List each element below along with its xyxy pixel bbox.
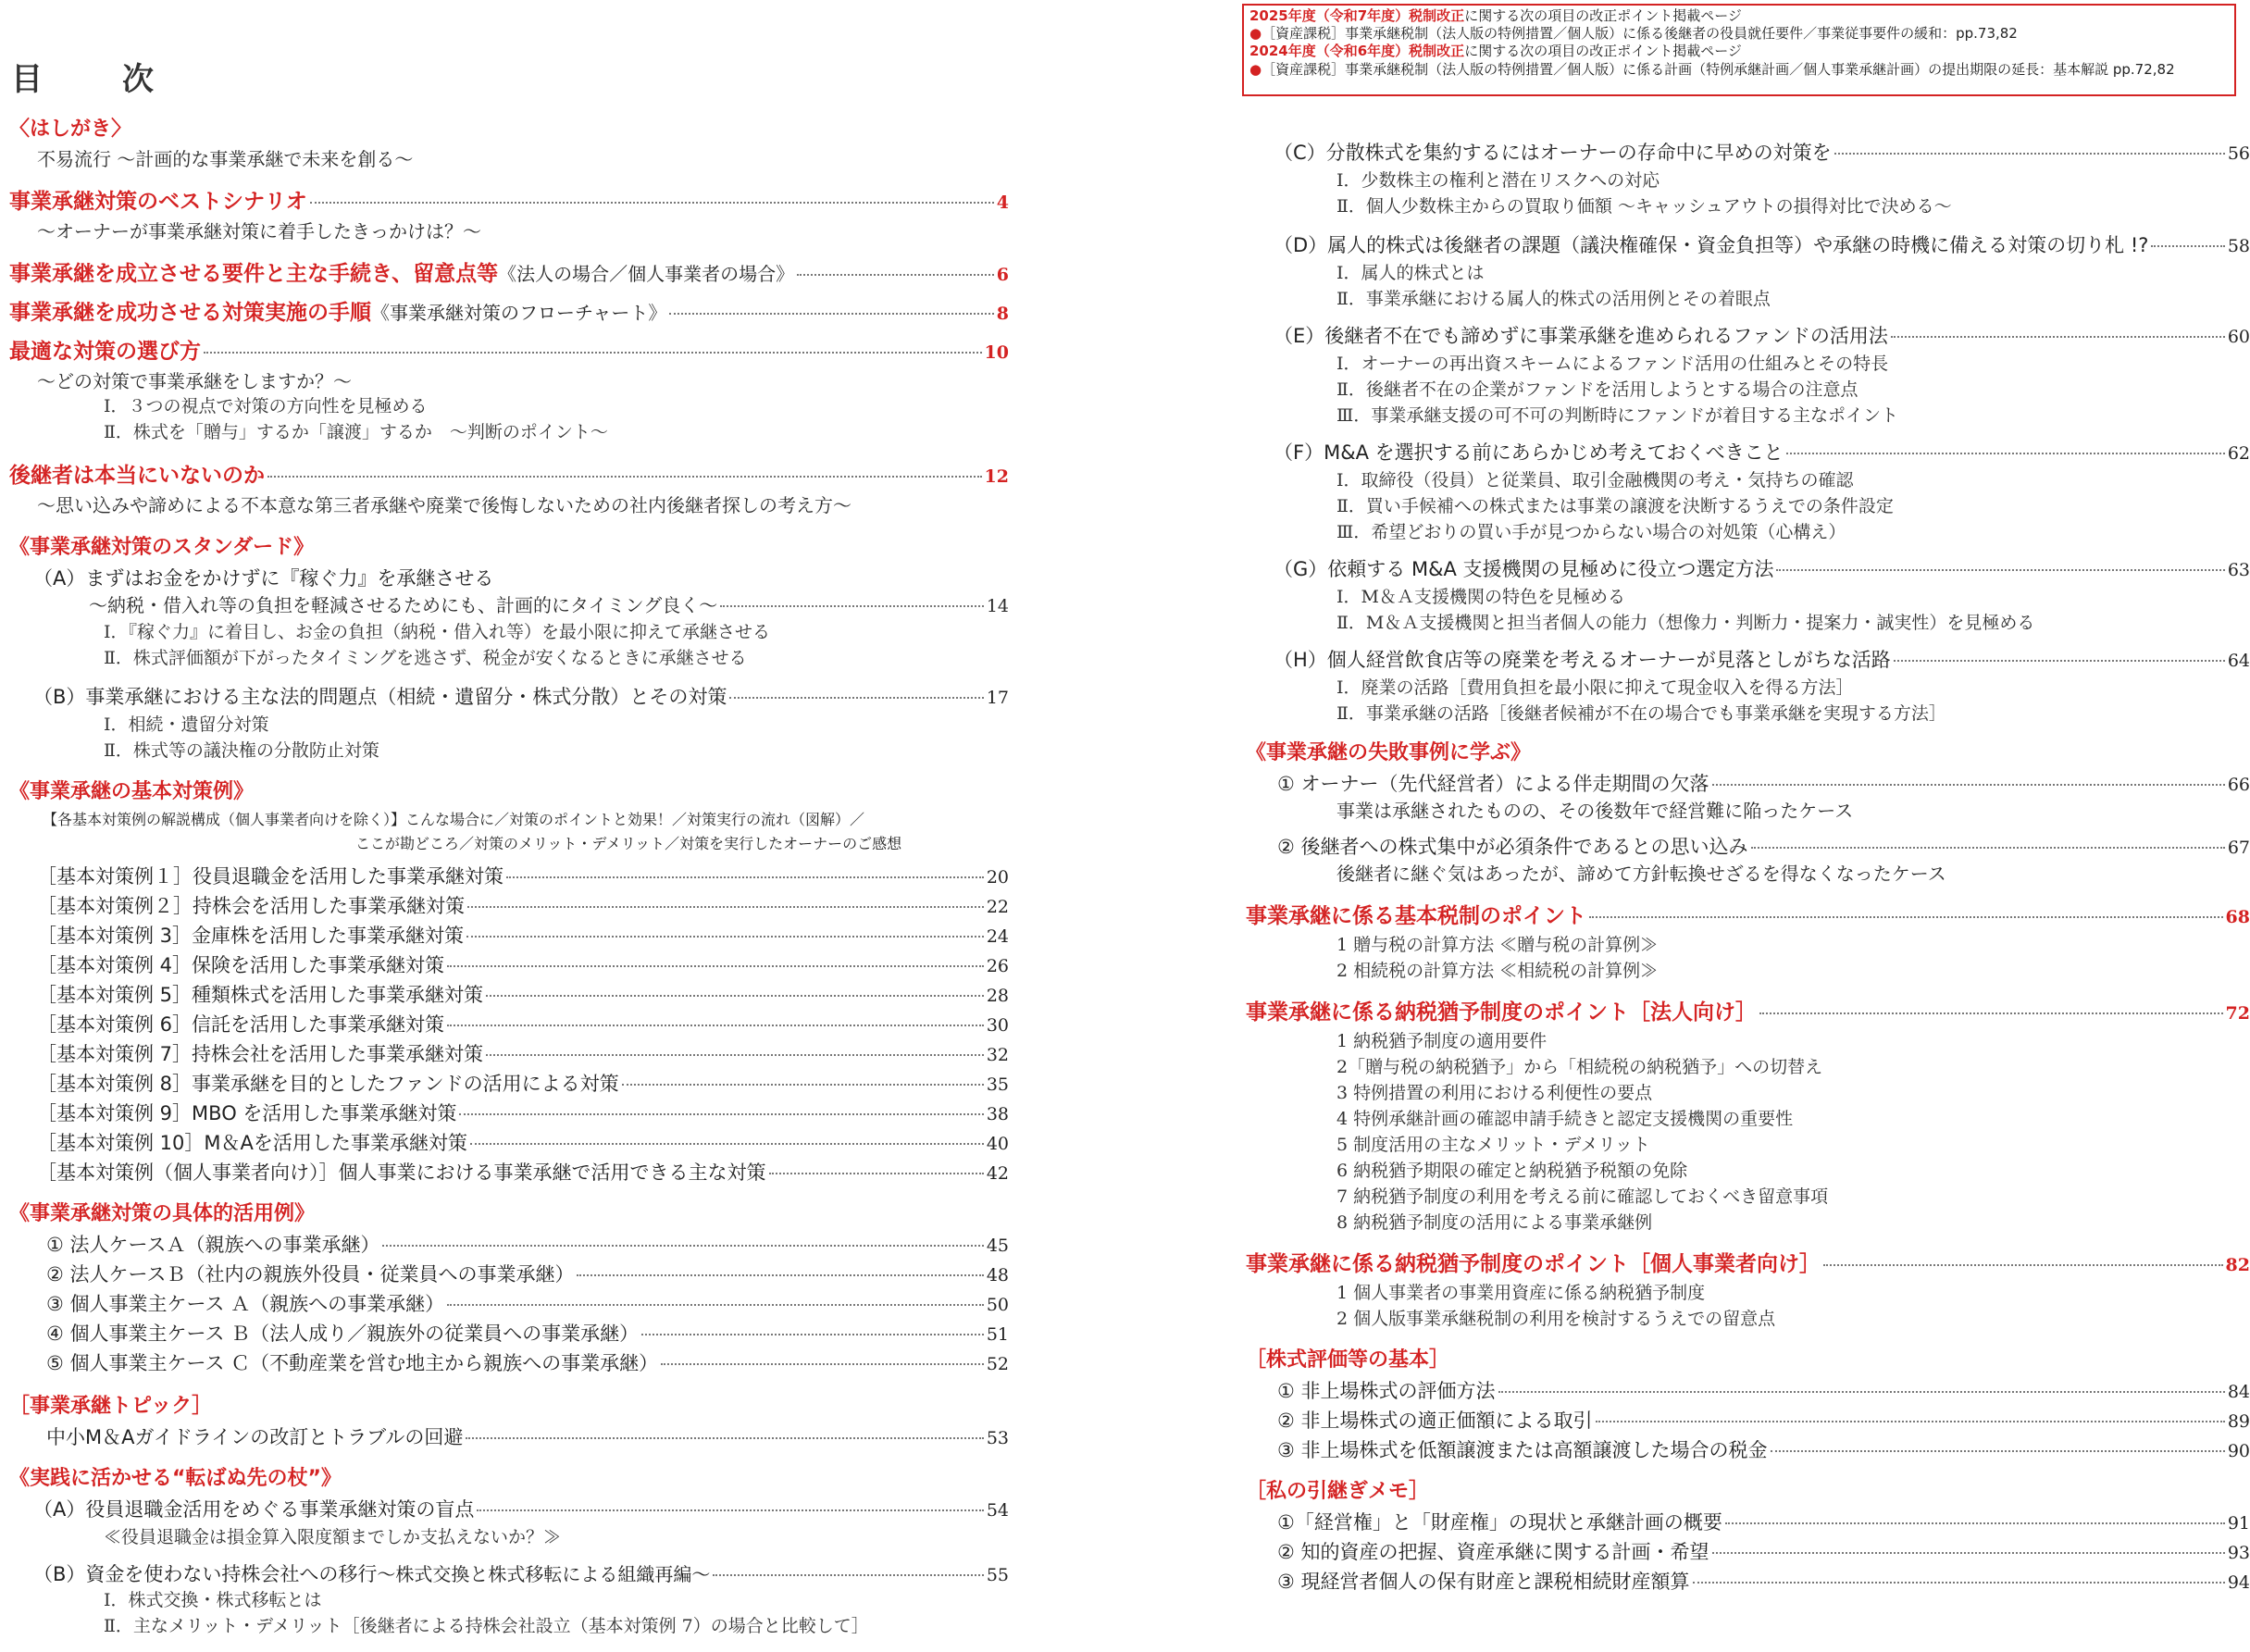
toc-entry-title: Ⅱ．買い手候補への株式または事業の譲渡を決断するうえでの条件設定 <box>1336 496 1894 516</box>
toc-entry-title: Ⅱ．M＆Ａ支援機関と担当者個人の能力（想像力・判断力・提案力・誠実性）を見極める <box>1336 613 2035 633</box>
dot-leader <box>310 202 994 204</box>
toc-subentry <box>104 1616 869 1638</box>
dot-leader <box>1823 1264 2223 1266</box>
toc-subentry <box>1336 1057 1822 1079</box>
toc-entry[interactable] <box>46 1262 1009 1287</box>
toc-entry-title: 《実践に活かせる“転ばぬ先の杖”》 <box>9 1467 342 1490</box>
toc-entry-title: Ⅱ．株式を「贈与」するか「譲渡」するか ～判断のポイント～ <box>104 422 608 442</box>
toc-entry-title: ① 非上場株式の評価方法 <box>1277 1380 1496 1402</box>
dot-leader <box>1786 453 2225 454</box>
toc-subentry <box>1336 170 1660 193</box>
dot-leader <box>720 605 984 607</box>
toc-entry-title: Ⅰ．M＆Ａ支援機関の特色を見極める <box>1336 587 1625 607</box>
dot-leader <box>1771 1450 2225 1452</box>
toc-entry-title: ⑤ 個人事業主ケース Ｃ（不動産業を営む地主から親族への事業承継） <box>46 1352 659 1374</box>
toc-entry[interactable] <box>1277 835 2250 860</box>
toc-subentry <box>104 422 608 444</box>
toc-entry[interactable] <box>1277 1540 2250 1565</box>
page-number: 12 <box>984 466 1009 487</box>
toc-entry-title: Ⅱ．個人少数株主からの買取り価額 ～キャッシュアウトの損得対比で決める～ <box>1336 196 1952 217</box>
page-number: 54 <box>986 1500 1009 1521</box>
toc-entry-title: ～納税・借入れ等の負担を軽減させるためにも、計画的にタイミング良く～ <box>89 594 718 616</box>
toc-entry-title: Ⅲ．希望どおりの買い手が見つからない場合の対処策（心構え） <box>1336 522 1846 542</box>
dot-leader <box>1776 569 2224 571</box>
toc-section-heading <box>9 1394 212 1420</box>
dot-leader <box>669 313 993 315</box>
toc-entry-title: 中小M＆Aガイドラインの改訂とトラブルの回避 <box>46 1426 464 1448</box>
page-number: 84 <box>2227 1382 2250 1402</box>
toc-entry-title: 後継者は本当にいないのか <box>9 464 265 488</box>
toc-subentry <box>355 835 901 853</box>
dot-leader <box>2151 245 2224 247</box>
toc-entry-title: ② 法人ケースＢ（社内の親族外役員・従業員への事業承継） <box>46 1263 575 1286</box>
toc-entry-title: 1 納税猶予制度の適用要件 <box>1336 1031 1548 1051</box>
dot-leader <box>506 876 984 878</box>
toc-subentry <box>1336 800 1853 823</box>
page-number: 26 <box>986 956 1009 976</box>
dot-leader <box>1725 1522 2225 1524</box>
toc-entry-title: ［株式評価等の基本］ <box>1246 1348 1450 1372</box>
dot-leader <box>447 1304 984 1306</box>
dot-leader <box>466 936 984 938</box>
toc-subentry <box>1336 1135 1650 1157</box>
toc-subentry <box>1336 496 1894 518</box>
notice-item-text: ［資産課税］事業承継税制（法人版の特例措置／個人版）に係る計画（特例承継計画／個人事業承継計画）の提出期限の延長：基本解説 pp.72,82 <box>1262 60 2175 78</box>
toc-entry-title: 3 特例措置の利用における利便性の要点 <box>1336 1083 1653 1103</box>
toc-entry[interactable] <box>33 685 1009 710</box>
toc-entry-title: Ⅱ．後継者不在の企業がファンドを活用しようとする場合の注意点 <box>1336 379 1858 400</box>
toc-entry-title: ③ 非上場株式を低額譲渡または高額譲渡した場合の税金 <box>1277 1439 1768 1461</box>
toc-entry-title: （G）依頼する M&A 支援機関の見極めに役立つ選定方法 <box>1274 558 1774 580</box>
notice-heading-year: 2024年度（令和6年度）税制改正 <box>1249 43 1465 60</box>
toc-entry-title: ① 法人ケースＡ（親族への事業承継） <box>46 1234 380 1256</box>
toc-subentry <box>37 370 352 393</box>
toc-entry-title: 1 贈与税の計算方法 ≪贈与税の計算例≫ <box>1336 935 1659 955</box>
dot-leader <box>1693 1582 2225 1584</box>
toc-entry-title: ～どの対策で事業承継をしますか？～ <box>37 370 352 392</box>
page-number: 20 <box>986 867 1009 888</box>
toc-subentry <box>1336 196 1952 218</box>
toc-subentry <box>1336 1161 1687 1183</box>
toc-entry[interactable] <box>89 594 1009 618</box>
dot-leader <box>1894 660 2225 662</box>
page-number: 62 <box>2227 443 2250 464</box>
toc-entry-title: 2「贈与税の納税猶予」から「相続税の納税猶予」への切替え <box>1336 1057 1823 1077</box>
toc-entry[interactable] <box>37 1072 1009 1097</box>
page-number: 38 <box>986 1104 1009 1124</box>
toc-entry-title: 《事業承継の失敗事例に学ぶ》 <box>1246 741 1532 764</box>
toc-subentry <box>104 622 770 644</box>
page-number: 60 <box>2227 327 2250 347</box>
toc-entry-title: 後継者に継ぐ気はあったが、諦めて方針転換せざるを得なくなったケース <box>1336 863 1946 885</box>
toc-entry-title: ≪役員退職金は損金算入限度額までしか支払えないか？≫ <box>104 1527 562 1547</box>
toc-entry-title: Ⅱ．主なメリット・デメリット［後継者による持株会社設立（基本対策例 7）の場合と比較して］ <box>104 1616 869 1636</box>
toc-entry-title: ③ 個人事業主ケース Ａ（親族への事業承継） <box>46 1293 445 1315</box>
toc-entry-title: （F）M&A を選択する前にあらかじめ考えておくべきこと <box>1274 441 1784 464</box>
toc-entry-title: 事業承継を成功させる対策実施の手順 <box>9 301 371 325</box>
tax-revision-notice <box>1242 4 2236 96</box>
notice-item <box>1249 25 2229 43</box>
toc-entry-title: ［基本対策例２］持株会を活用した事業承継対策 <box>37 895 465 917</box>
toc-entry[interactable] <box>33 1497 1009 1522</box>
page-number: 40 <box>986 1134 1009 1154</box>
page-number: 90 <box>2227 1441 2250 1461</box>
toc-entry[interactable] <box>33 1562 1009 1587</box>
dot-leader <box>467 906 984 908</box>
toc-entry[interactable] <box>37 1161 1009 1186</box>
page-number: 4 <box>996 193 1009 213</box>
toc-section-heading <box>1246 740 1531 766</box>
toc-subentry <box>104 396 428 418</box>
toc-subentry <box>43 811 864 829</box>
toc-entry[interactable] <box>46 1233 1009 1258</box>
toc-entry-title: ［私の引継ぎメモ］ <box>1246 1480 1430 1503</box>
toc-entry-title: ① オーナー（先代経営者）による伴走期間の欠落 <box>1277 773 1709 795</box>
toc-entry-title: Ⅲ．事業承継支援の可不可の判断時にファンドが着目する主なポイント <box>1336 405 1898 426</box>
toc-entry-title: ④ 個人事業主ケース Ｂ（法人成り／親族外の従業員への事業承継） <box>46 1323 640 1345</box>
toc-entry[interactable] <box>9 300 1009 327</box>
dot-leader <box>797 274 994 276</box>
toc-entry-title: 《事業承継の基本対策例》 <box>9 780 255 803</box>
toc-entry[interactable] <box>46 1322 1009 1347</box>
toc-entry[interactable] <box>1277 1438 2250 1463</box>
toc-entry[interactable] <box>37 1042 1009 1067</box>
toc-subentry <box>1336 1031 1547 1053</box>
page-number: 14 <box>986 596 1009 616</box>
page-number: 8 <box>996 304 1009 324</box>
toc-entry[interactable] <box>37 924 1009 949</box>
toc-entry-title: （H）個人経営飲食店等の廃業を考えるオーナーが見落としがちな活路 <box>1274 649 1891 671</box>
page-number: 94 <box>2227 1572 2250 1593</box>
dot-leader <box>382 1245 983 1247</box>
notice-item-text: ［資産課税］事業承継税制（法人版の特例措置／個人版）に係る後継者の役員就任要件／事業従事要件の緩和：pp.73,82 <box>1262 25 2018 43</box>
toc-entry-title: ［基本対策例 5］種類株式を活用した事業承継対策 <box>37 984 484 1006</box>
toc-entry-title: 事業承継に係る納税猶予制度のポイント［法人向け］ <box>1246 1000 1757 1025</box>
toc-entry-title: （B）事業承継における主な法的問題点（相続・遺留分・株式分散）とその対策 <box>33 686 727 708</box>
dot-leader <box>1891 336 2225 338</box>
toc-entry-title: ［基本対策例 6］信託を活用した事業承継対策 <box>37 1013 445 1036</box>
toc-entry[interactable] <box>1277 1510 2250 1535</box>
toc-entry-title: ～オーナーが事業承継対策に着手したきっかけは？～ <box>37 220 481 242</box>
page-number: 28 <box>986 986 1009 1006</box>
toc-entry-title: Ⅰ．オーナーの再出資スキームによるファンド活用の仕組みとその特長 <box>1336 354 1889 374</box>
toc-entry-title: Ⅱ．事業承継の活路［後継者候補が不在の場合でも事業承継を実現する方法］ <box>1336 703 1946 724</box>
bullet-icon: ● <box>1249 60 1262 78</box>
toc-entry-title: 《事業承継対策のスタンダード》 <box>9 536 315 559</box>
dot-leader <box>1589 916 2223 918</box>
page-number: 66 <box>2227 775 2250 795</box>
page-number: 24 <box>986 926 1009 947</box>
dot-leader <box>459 1113 983 1115</box>
toc-subentry <box>1336 1283 1705 1305</box>
dot-leader <box>486 1054 984 1056</box>
toc-entry[interactable] <box>1246 903 2250 930</box>
toc-entry-title: Ⅰ．株式交換・株式移転とは <box>104 1590 322 1610</box>
toc-entry[interactable] <box>37 953 1009 978</box>
toc-entry[interactable] <box>9 189 1009 216</box>
page-number: 48 <box>986 1265 1009 1286</box>
toc-entry-title: Ⅰ．少数株主の権利と潜在リスクへの対応 <box>1336 170 1660 191</box>
toc-subentry <box>104 648 747 670</box>
toc-entry[interactable] <box>46 1351 1009 1376</box>
toc-entry[interactable] <box>1246 1251 2250 1278</box>
toc-subentry <box>1336 1109 1793 1131</box>
page-number: 63 <box>2227 560 2250 580</box>
toc-entry-title: ③ 現経営者個人の保有財産と課税相続財産額算 <box>1277 1571 1690 1593</box>
page-number: 35 <box>986 1074 1009 1095</box>
toc-section-heading <box>9 535 314 561</box>
toc-entry[interactable] <box>1274 648 2250 673</box>
toc-entry-title: 6 納税猶予期限の確定と納税猶予税額の免除 <box>1336 1161 1688 1181</box>
page-number: 32 <box>986 1045 1009 1065</box>
toc-entry[interactable] <box>46 1292 1009 1317</box>
toc-entry-title: ［基本対策例 3］金庫株を活用した事業承継対策 <box>37 925 465 947</box>
toc-entry-title: （A）役員退職金活用をめぐる事業承継対策の盲点 <box>33 1498 475 1521</box>
toc-subentry <box>1336 354 1888 376</box>
page-number: 68 <box>2225 907 2250 927</box>
toc-entry-title: 4 特例承継計画の確認申請手続きと認定支援機関の重要性 <box>1336 1109 1794 1129</box>
dot-leader <box>1751 847 2225 849</box>
toc-entry-title: Ⅰ．取締役（役員）と従業員、取引金融機関の考え・気持ちの確認 <box>1336 470 1854 491</box>
toc-entry-title: 事業承継対策のベストシナリオ <box>9 190 307 214</box>
toc-subentry <box>1336 961 1658 983</box>
toc-entry[interactable] <box>1277 1379 2250 1404</box>
toc-entry-subtitle: 《法人の場合／個人事業者の場合》 <box>498 263 795 285</box>
toc-entry[interactable] <box>37 983 1009 1008</box>
dot-leader <box>447 965 984 967</box>
toc-subentry <box>1336 935 1658 957</box>
toc-subentry <box>1336 863 1946 886</box>
toc-subentry <box>1336 1186 1828 1209</box>
toc-entry-title: 1 個人事業者の事業用資産に係る納税猶予制度 <box>1336 1283 1706 1303</box>
toc-entry[interactable] <box>1274 233 2250 258</box>
dot-leader <box>641 1334 984 1335</box>
page-number: 82 <box>2225 1255 2250 1275</box>
toc-section-heading <box>9 1201 315 1227</box>
toc-entry-title: ［基本対策例（個人事業者向け）］個人事業における事業承継で活用できる主な対策 <box>37 1161 766 1184</box>
toc-entry[interactable] <box>46 1425 1009 1450</box>
toc-subentry <box>37 148 413 171</box>
page-number: 93 <box>2227 1543 2250 1563</box>
toc-section-heading <box>1246 1479 1429 1505</box>
dot-leader <box>267 476 982 478</box>
toc-entry-title: ［事業承継トピック］ <box>9 1395 213 1418</box>
dot-leader <box>769 1173 984 1174</box>
toc-entry-title: ここが勘どころ／対策のメリット・デメリット／対策を実行したオーナーのご感想 <box>355 835 902 852</box>
dot-leader <box>713 1574 983 1576</box>
toc-entry[interactable] <box>1277 1409 2250 1434</box>
toc-entry[interactable] <box>1274 324 2250 349</box>
toc-entry-title: ［基本対策例 8］事業承継を目的としたファンドの活用による対策 <box>37 1073 619 1095</box>
page-number: 67 <box>2227 838 2250 858</box>
toc-subentry <box>1336 522 1846 544</box>
toc-entry-title: 不易流行 ～計画的な事業承継で未来を創る～ <box>37 148 414 170</box>
toc-subentry <box>1336 1212 1652 1235</box>
toc-entry-title: Ⅰ．廃業の活路［費用負担を最小限に抑えて現金収入を得る方法］ <box>1336 677 1854 698</box>
toc-entry-title: （D）属人的株式は後継者の課題（議決権確保・資金負担等）や承継の時機に備える対策の切り札 !? <box>1274 234 2149 256</box>
toc-entry[interactable] <box>37 1131 1009 1156</box>
toc-subentry <box>1336 1309 1775 1331</box>
toc-entry-title: 5 制度活用の主なメリット・デメリット <box>1336 1135 1650 1155</box>
notice-heading <box>1249 7 2229 25</box>
toc-entry-title: （E）後継者不在でも諦めずに事業承継を進められるファンドの活用法 <box>1274 325 1888 347</box>
page-number: 56 <box>2227 143 2250 164</box>
page-number: 52 <box>986 1354 1009 1374</box>
notice-heading-text: に関する次の項目の改正ポイント掲載ページ <box>1464 43 1742 60</box>
toc-entry[interactable] <box>1274 141 2250 166</box>
toc-entry-title: 事業承継に係る基本税制のポイント <box>1246 904 1586 928</box>
page-number: 58 <box>2227 236 2250 256</box>
toc-entry-title: ～思い込みや諦めによる不本意な第三者承継や廃業で後悔しないための社内後継者探しの考え方～ <box>37 494 852 516</box>
page-number: 53 <box>986 1428 1009 1448</box>
dot-leader <box>486 995 984 997</box>
toc-entry-title: Ⅱ．株式等の議決権の分散防止対策 <box>104 740 379 761</box>
toc-entry-title: 最適な対策の選び方 <box>9 340 201 364</box>
toc-subentry <box>1336 1083 1652 1105</box>
dot-leader <box>1834 153 2225 155</box>
toc-subentry <box>33 566 493 590</box>
page-number: 50 <box>986 1295 1009 1315</box>
toc-subentry <box>1336 379 1858 402</box>
toc-subentry <box>37 220 481 243</box>
toc-entry-title: （B）資金を使わない持株会社への移行 <box>33 1563 378 1585</box>
toc-entry-subtitle: 《事業承継対策のフローチャート》 <box>371 302 667 324</box>
toc-entry[interactable] <box>1274 441 2250 466</box>
toc-subentry <box>1336 613 2034 635</box>
dot-leader <box>447 1025 984 1026</box>
bullet-icon: ● <box>1249 25 1262 43</box>
toc-entry-title: ② 後継者への株式集中が必須条件であるとの思い込み <box>1277 836 1748 858</box>
toc-entry-title: 【各基本対策例の解説構成（個人事業者向けを除く）】こんな場合に／対策のポイントと効果！／対策実行の流れ（図解）／ <box>43 811 865 828</box>
toc-entry[interactable] <box>9 261 1009 288</box>
toc-entry-title: Ⅰ．『稼ぐ力』に着目し、お金の負担（納税・借入れ等）を最小限に抑えて承継させる <box>104 622 771 642</box>
toc-entry[interactable] <box>9 339 1009 366</box>
toc-entry-title: 7 納税猶予制度の利用を考える前に確認しておくべき留意事項 <box>1336 1186 1829 1207</box>
toc-entry[interactable] <box>1277 1570 2250 1595</box>
toc-subentry <box>104 1590 322 1612</box>
toc-entry-title: 事業承継を成立させる要件と主な手続き、留意点等 <box>9 262 499 286</box>
toc-section-heading <box>9 1466 342 1492</box>
toc-entry-title: ①「経営権」と「財産権」の現状と承継計画の概要 <box>1277 1511 1722 1534</box>
toc-entry-title: （C）分散株式を集約するにはオーナーの存命中に早めの対策を <box>1274 142 1832 164</box>
toc-entry-title: Ⅰ．属人的株式とは <box>1336 263 1485 283</box>
dot-leader <box>622 1084 984 1086</box>
toc-entry-title: ［基本対策例 4］保険を活用した事業承継対策 <box>37 954 445 976</box>
toc-entry-title: 《事業承継対策の具体的活用例》 <box>9 1202 316 1225</box>
toc-entry-title: 2 相続税の計算方法 ≪相続税の計算例≫ <box>1336 961 1659 981</box>
toc-subentry <box>1336 470 1854 492</box>
page-number: 64 <box>2227 651 2250 671</box>
toc-entry-title: 2 個人版事業承継税制の利用を検討するうえでの留意点 <box>1336 1309 1776 1329</box>
notice-heading-year: 2025年度（令和7年度）税制改正 <box>1249 7 1465 24</box>
dot-leader <box>470 1143 984 1145</box>
toc-section-heading <box>9 117 131 143</box>
dot-leader <box>466 1437 983 1439</box>
toc-subentry <box>104 740 379 763</box>
toc-entry[interactable] <box>1274 557 2250 582</box>
dot-leader <box>1712 784 2225 786</box>
page-number: 45 <box>986 1236 1009 1256</box>
toc-subentry <box>1336 405 1898 428</box>
toc-entry-title: Ⅰ．３つの視点で対策の方向性を見極める <box>104 396 428 416</box>
toc-subentry <box>104 1527 561 1549</box>
toc-entry-title: （A）まずはお金をかけずに『稼ぐ力』を承継させる <box>33 567 494 590</box>
page-title: 目 次 <box>11 61 178 98</box>
toc-entry-title: 事業は承継されたものの、その後数年で経営難に陥ったケース <box>1336 800 1854 822</box>
toc-entry[interactable] <box>1246 1000 2250 1026</box>
page-number: 30 <box>986 1015 1009 1036</box>
page-number: 91 <box>2227 1513 2250 1534</box>
dot-leader <box>729 697 983 699</box>
page-number: 51 <box>986 1324 1009 1345</box>
toc-entry-title: Ⅱ．事業承継における属人的株式の活用例とその着眼点 <box>1336 289 1771 309</box>
page-number: 17 <box>986 688 1009 708</box>
toc-entry-title: ［基本対策例 9］MBO を活用した事業承継対策 <box>37 1102 457 1124</box>
toc-entry-title: 〈はしがき〉 <box>9 118 132 141</box>
dot-leader <box>1712 1552 2225 1554</box>
dot-leader <box>477 1509 983 1511</box>
toc-subentry <box>1336 677 1854 700</box>
page-number: 6 <box>996 265 1009 285</box>
toc-entry-subtitle: ～株式交換と株式移転による組織再編～ <box>377 1563 711 1585</box>
notice-heading <box>1249 43 2229 60</box>
toc-entry-title: ② 非上場株式の適正価額による取引 <box>1277 1410 1593 1432</box>
dot-leader <box>577 1274 983 1276</box>
toc-entry-title: 事業承継に係る納税猶予制度のポイント［個人事業者向け］ <box>1246 1252 1821 1276</box>
page-number: 42 <box>986 1163 1009 1184</box>
toc-subentry <box>1336 703 1946 726</box>
toc-entry-title: 8 納税猶予制度の活用による事業承継例 <box>1336 1212 1653 1233</box>
toc-subentry <box>1336 289 1771 311</box>
dot-leader <box>1759 1012 2223 1014</box>
dot-leader <box>204 352 982 354</box>
toc-entry-title: ［基本対策例１］役員退職金を活用した事業承継対策 <box>37 865 503 888</box>
dot-leader <box>1498 1391 2225 1393</box>
toc-entry[interactable] <box>1277 772 2250 797</box>
page-number: 10 <box>984 342 1009 363</box>
toc-subentry <box>37 494 852 517</box>
toc-subentry <box>1336 263 1485 285</box>
toc-section-heading <box>9 779 254 805</box>
toc-entry[interactable] <box>37 894 1009 919</box>
toc-entry[interactable] <box>37 864 1009 889</box>
toc-entry-title: ［基本対策例 7］持株会社を活用した事業承継対策 <box>37 1043 484 1065</box>
dot-leader <box>1596 1421 2225 1422</box>
toc-entry[interactable] <box>9 463 1009 490</box>
page-number: 72 <box>2225 1003 2250 1024</box>
toc-subentry <box>1336 587 1625 609</box>
toc-entry[interactable] <box>37 1012 1009 1037</box>
toc-subentry <box>104 714 269 737</box>
toc-entry-title: Ⅱ．株式評価額が下がったタイミングを逃さず、税金が安くなるときに承継させる <box>104 648 747 668</box>
toc-entry-title: Ⅰ．相続・遺留分対策 <box>104 714 269 735</box>
toc-entry-title: ［基本対策例 10］M＆Aを活用した事業承継対策 <box>37 1132 467 1154</box>
toc-entry-title: ② 知的資産の把握、資産承継に関する計画・希望 <box>1277 1541 1709 1563</box>
page-number: 55 <box>986 1565 1009 1585</box>
page-number: 22 <box>986 897 1009 917</box>
page-number: 89 <box>2227 1411 2250 1432</box>
dot-leader <box>661 1363 984 1365</box>
toc-entry[interactable] <box>37 1101 1009 1126</box>
notice-item <box>1249 61 2229 79</box>
toc-section-heading <box>1246 1348 1449 1373</box>
notice-heading-text: に関する次の項目の改正ポイント掲載ページ <box>1464 7 1742 24</box>
